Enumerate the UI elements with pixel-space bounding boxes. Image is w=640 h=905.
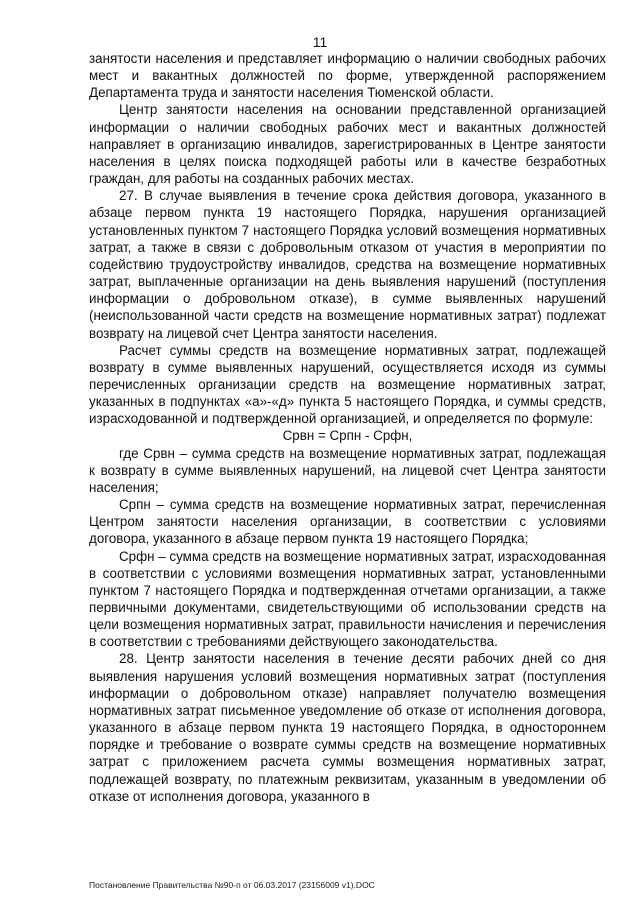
paragraph-continuation: занятости населения и представляет информацию о наличии свободных рабочих мест и вакантных должностей по форме, утвержденной распоряжением Департамента труда и занятости населения Тюменской области. [89, 51, 606, 101]
body-text [89, 50, 606, 805]
paragraph: Расчет суммы средств на возмещение нормативных затрат, подлежащей возврату в сумме выявленных нарушений, осуществляется исходя из суммы перечисленных организации средств на возмещение нормативных затрат, указанных в подпунктах «а»-«д» пункта 5 настоящего Порядка, и суммы средств, израсходованной и подтвержденной организацией, и определяется по формуле: [89, 342, 606, 427]
paragraph: Центр занятости населения на основании представленной организацией информации о наличии свободных рабочих мест и вакантных должностей направляет в организацию инвалидов, зарегистрированных в Центре занятости населения в целях поиска подходящей работы или в качестве безработных граждан, для работы на созданных рабочих местах. [89, 102, 606, 187]
paragraph-item-27: 27. В случае выявления в течение срока действия договора, указанного в абзаце первом пункта 19 настоящего Порядка, нарушения организацией установленных пунктом 7 настоящего Порядка условий возмещения нормативных затрат, а также в связи с добровольным отказом от участия в мероприятии по содействию трудоустройству инвалидов, средства на возмещение нормативных затрат, выплаченные организации на день выявления нарушений (поступления информации о добровольном отказе), в сумме выявленных нарушений (неиспользованной части средств на возмещение нормативных затрат) подлежат возврату на лицевой счет Центра занятости населения. [89, 188, 606, 341]
formula-definition: Српн – сумма средств на возмещение нормативных затрат, перечисленная Центром занятости населения организации, в соответствии с условиями договора, указанного в абзаце первом пункта 19 настоящего Порядка; [89, 497, 606, 547]
paragraph-item-28: 28. Центр занятости населения в течение десяти рабочих дней со дня выявления нарушения условий возмещения нормативных затрат (поступления информации о добровольном отказе) направляет получателю возмещения нормативных затрат письменное уведомление об отказе от исполнения договора, указанного в абзаце первом пункта 19 настоящего Порядка, в одностороннем порядке и требование о возврате суммы средств на возмещение нормативных затрат с приложением расчета суммы возмещения нормативных затрат, подлежащей возврату, по платежным реквизитам, указанным в уведомлении об отказе от исполнения договора, указанного в [89, 651, 606, 804]
formula: Срвн = Српн - Срфн, [282, 428, 413, 444]
page-number: 11 [312, 34, 328, 50]
formula-definition: где Срвн – сумма средств на возмещение нормативных затрат, подлежащая к возврату в сумме выявленных нарушений, на лицевой счет Центра занятости населения; [89, 445, 606, 495]
formula-definition: Срфн – сумма средств на возмещение нормативных затрат, израсходованная в соответствии с условиями возмещения нормативных затрат, установленными пунктом 7 настоящего Порядка и подтвержденная отчетами организации, а также первичными документами, свидетельствующими об использовании средств на цели возмещения нормативных затрат, правильности начисления и перечисления в соответствии с требованиями действующего законодательства. [89, 548, 606, 650]
document-footer: Постановление Правительства №90-п от 06.03.2017 (23156009 v1).DOC [89, 880, 375, 890]
